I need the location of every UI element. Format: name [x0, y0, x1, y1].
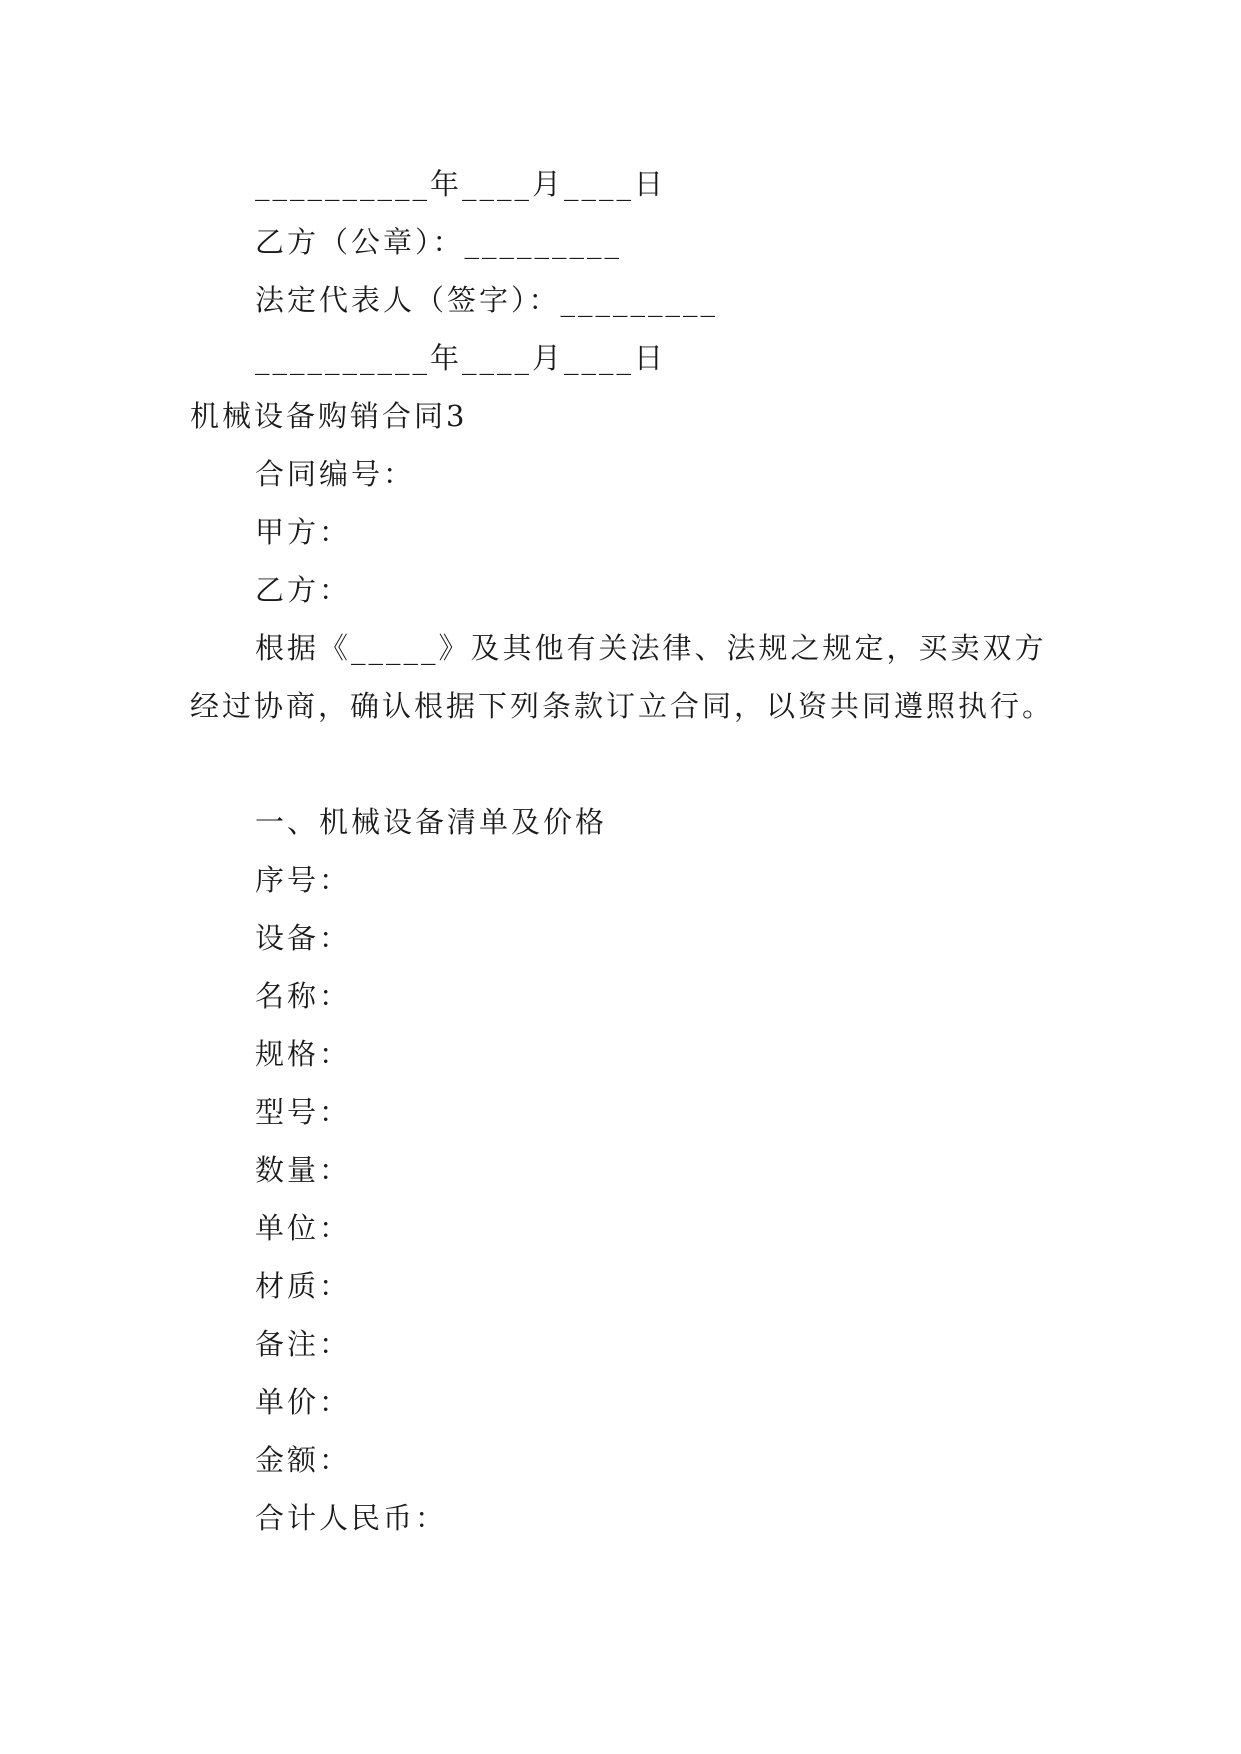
contract-number-field: 合同编号：	[255, 457, 416, 491]
preamble-paragraph: 根据《_____》及其他有关法律、法规之规定，买卖双方经过协商，确认根据下列条款订立合同，以资共同遵照执行。	[190, 631, 1055, 723]
amount-field: 金额：	[255, 1443, 352, 1477]
name-field: 名称：	[255, 979, 352, 1013]
unit-field: 单位：	[255, 1211, 352, 1245]
serial-number-field: 序号：	[255, 863, 352, 897]
party-b-seal-line: 乙方（公章）：_________	[255, 225, 623, 259]
material-field: 材质：	[255, 1269, 352, 1303]
party-b-field: 乙方：	[255, 573, 352, 607]
date-line: __________年____月____日	[255, 167, 667, 201]
model-field: 型号：	[255, 1095, 352, 1129]
remarks-field: 备注：	[255, 1327, 352, 1361]
total-rmb-field: 合计人民币：	[255, 1501, 448, 1535]
date-line: __________年____月____日	[255, 341, 667, 375]
party-a-field: 甲方：	[255, 515, 352, 549]
clause-heading: 一、机械设备清单及价格	[255, 805, 608, 839]
quantity-field: 数量：	[255, 1153, 352, 1187]
section-title: 机械设备购销合同3	[190, 399, 468, 433]
specification-field: 规格：	[255, 1037, 352, 1071]
unit-price-field: 单价：	[255, 1385, 352, 1419]
legal-rep-signature-line: 法定代表人（签字）：_________	[255, 283, 719, 317]
equipment-field: 设备：	[255, 921, 352, 955]
